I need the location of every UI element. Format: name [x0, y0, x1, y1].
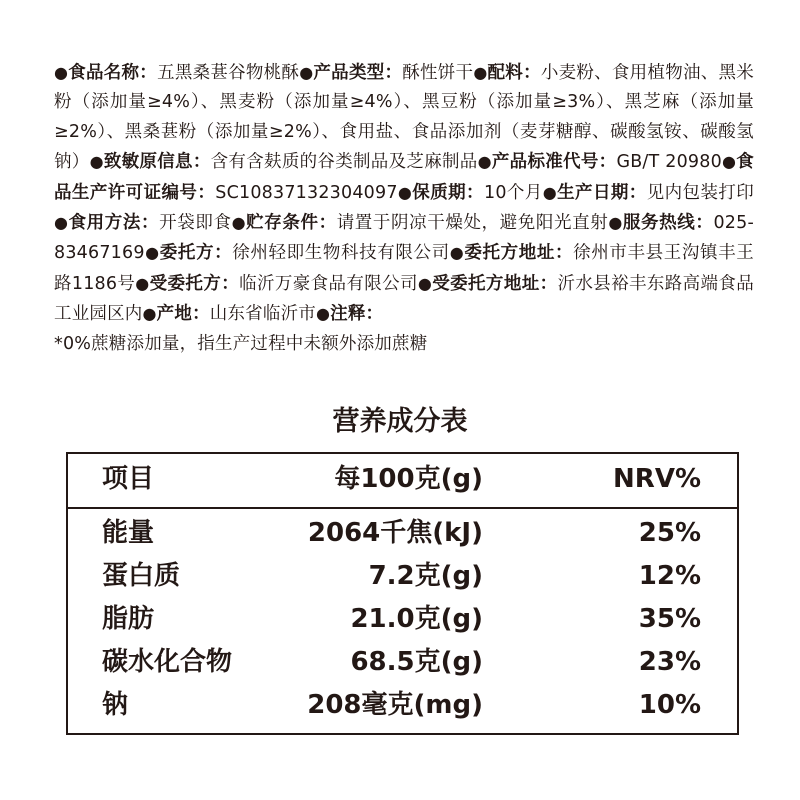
row-energy-amount: 2064千焦(kJ) [307, 518, 483, 548]
info-value: 开袋即食 [159, 213, 232, 234]
bullet-icon: ● [299, 63, 314, 82]
info-value: GB/T 20980 [616, 152, 722, 173]
info-value: 酥性饼干 [402, 63, 474, 83]
row-carbohydrate-nrv: 23% [638, 647, 701, 677]
info-value: 临沂万豪食品有限公司 [239, 273, 418, 294]
row-fat-name: 脂肪 [102, 604, 155, 634]
nutrition-table [66, 452, 739, 735]
row-sodium-amount: 208毫克(mg) [307, 690, 483, 720]
bullet-icon: ● [608, 213, 623, 233]
info-label: 委托方： [159, 243, 233, 264]
bullet-icon: ● [721, 152, 737, 172]
info-label: 配料： [487, 63, 541, 83]
bullet-icon: ● [135, 273, 150, 293]
ingredient-info [54, 58, 754, 359]
info-value: 徐州轻即生物科技有限公司 [232, 243, 450, 264]
info-label: 注释： [330, 304, 384, 325]
header-nrv: NRV% [613, 464, 701, 494]
info-value: 沂水县裕丰东路高端食品工业园区内 [54, 273, 755, 325]
info-label: 食品生产许可证编号： [54, 152, 754, 203]
info-label: 委托方地址： [464, 243, 574, 264]
info-label: 受委托方地址： [432, 273, 558, 294]
bullet-icon: ● [89, 152, 104, 172]
info-label: 产品类型： [313, 63, 403, 83]
bullet-icon: ● [397, 182, 413, 202]
row-protein-name: 蛋白质 [102, 561, 181, 591]
info-label: 服务热线： [622, 213, 714, 234]
info-value: *0%蔗糖添加量，指生产过程中未额外添加蔗糖 [54, 333, 428, 354]
row-energy-nrv: 25% [638, 518, 701, 548]
bullet-icon: ● [231, 213, 247, 233]
header-item: 项目 [102, 464, 155, 494]
row-fat-nrv: 35% [638, 604, 701, 634]
info-label: 保质期： [412, 182, 484, 203]
info-value: 见内包装打印 [646, 182, 754, 203]
bullet-icon: ● [449, 243, 465, 263]
row-sodium-name: 钠 [102, 690, 129, 720]
row-energy-name: 能量 [102, 518, 155, 548]
bullet-icon: ● [144, 243, 160, 263]
nutrition-table-title: 营养成分表 [332, 406, 468, 437]
info-value: SC10837132304097 [215, 182, 398, 203]
info-label: 产地： [156, 304, 210, 325]
info-value: 10个月 [483, 182, 543, 203]
row-carbohydrate-amount: 68.5克(g) [350, 647, 483, 677]
info-label: 食品名称： [68, 63, 158, 83]
row-fat-amount: 21.0克(g) [350, 604, 483, 634]
header-per-100g: 每100克(g) [334, 464, 483, 494]
bullet-icon: ● [315, 304, 331, 324]
row-protein-nrv: 12% [638, 561, 701, 591]
info-value: 五黑桑葚谷物桃酥 [157, 63, 300, 83]
info-label: 贮存条件： [246, 213, 337, 234]
info-label: 生产日期： [557, 182, 647, 203]
row-sodium-nrv: 10% [638, 690, 701, 720]
row-carbohydrate-name: 碳水化合物 [102, 647, 233, 677]
bullet-icon: ● [54, 63, 69, 82]
bullet-icon: ● [473, 63, 488, 82]
bullet-icon: ● [142, 304, 157, 324]
info-value: 山东省临沂市 [209, 304, 316, 325]
info-value: 小麦粉、食用植物油、黑米粉（添加量≥4%）、黑麦粉（添加量≥4%）、黑豆粉（添加量≥3%）、黑芝麻（添加量≥2%）、黑桑葚粉（添加量≥2%）、食用盐、食品添加剂（麦芽糖醇、碳酸氢铵、碳酸氢钠） [54, 63, 754, 173]
bullet-icon: ● [54, 213, 69, 233]
bullet-icon: ● [477, 152, 492, 172]
info-value: 徐州市丰县王沟镇丰王路1186号 [54, 243, 755, 294]
bullet-icon: ● [417, 273, 433, 293]
info-value: 025-83467169 [54, 213, 754, 264]
info-label: 产品标准代号： [491, 152, 617, 173]
info-value: 请置于阴凉干燥处，避免阳光直射 [336, 213, 609, 234]
info-label: 食用方法： [68, 213, 160, 234]
info-value: 含有含麸质的谷类制品及芝麻制品 [210, 152, 478, 173]
bullet-icon: ● [542, 182, 558, 202]
info-label: 致敏原信息： [103, 152, 211, 173]
header-divider [68, 507, 737, 509]
info-label: 受委托方： [149, 273, 240, 294]
row-protein-amount: 7.2克(g) [368, 561, 483, 591]
